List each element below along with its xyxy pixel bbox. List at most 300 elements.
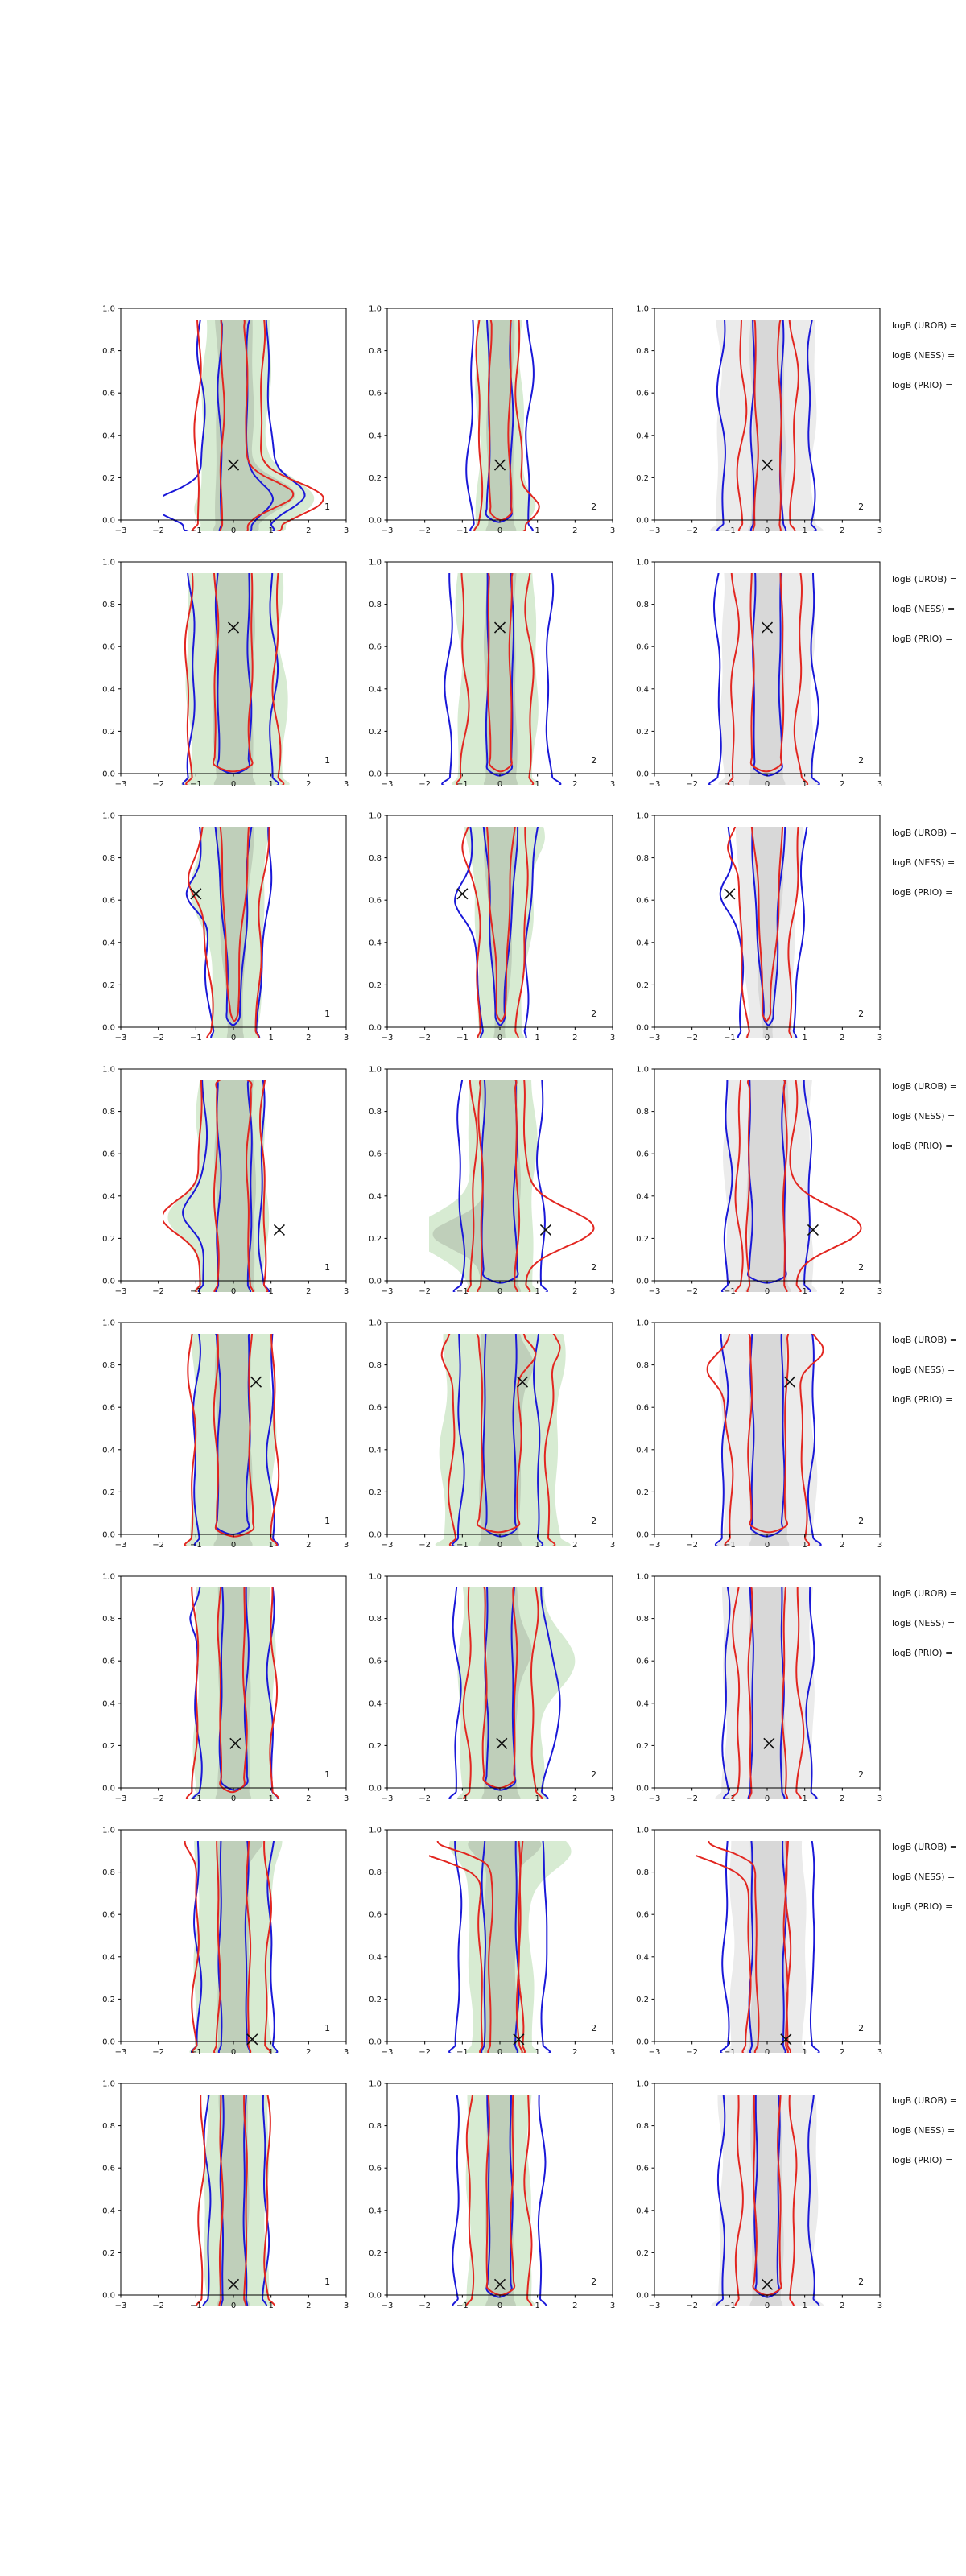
- plot-area: [465, 295, 539, 534]
- row-3-logB-annotations: [892, 828, 957, 918]
- x-tick-label: −3: [648, 1541, 661, 1550]
- x-tick-label: 1: [535, 1541, 540, 1550]
- x-tick-label: 2: [306, 526, 312, 535]
- true-point-marker: [457, 889, 468, 899]
- y-tick-label: 0.6: [636, 1150, 649, 1159]
- logB-prio-label: logB (PRIO) =: [892, 887, 953, 898]
- x-tick-label: 3: [877, 2301, 883, 2310]
- x-tick-label: −3: [114, 526, 127, 535]
- y-tick-label: 1.0: [102, 558, 115, 568]
- x-tick-label: −1: [723, 1794, 736, 1803]
- subplot-r1c1: [79, 297, 364, 552]
- logB-ness-label: logB (NESS) =: [892, 857, 956, 868]
- corner-label: 2: [591, 1769, 597, 1780]
- x-tick-label: 1: [268, 1287, 274, 1296]
- y-tick-label: 0.0: [369, 770, 382, 779]
- y-tick-label: 0.6: [102, 1403, 115, 1413]
- row-6-logB-annotations: [892, 1589, 957, 1678]
- x-tick-label: −1: [723, 1541, 736, 1550]
- y-tick-label: 0.8: [102, 2122, 115, 2132]
- plot-area: [447, 2070, 547, 2309]
- y-tick-label: 1.0: [636, 304, 649, 314]
- logB-urob-label: logB (UROB) =: [892, 1842, 958, 1852]
- y-tick-label: 0.4: [369, 2207, 382, 2216]
- plot-area: [708, 295, 824, 534]
- x-tick-label: 2: [840, 780, 845, 789]
- x-tick-label: 2: [306, 1541, 312, 1550]
- subplot-r1c3: [613, 297, 898, 552]
- x-tick-label: −1: [189, 1541, 202, 1550]
- logB-prio-label: logB (PRIO) =: [892, 2155, 953, 2165]
- x-tick-label: −2: [686, 1034, 699, 1042]
- subplot-r3c2: [345, 804, 630, 1059]
- x-tick-label: 0: [497, 2301, 503, 2310]
- y-tick-label: 0.0: [636, 1023, 649, 1033]
- x-tick-label: 1: [802, 1287, 807, 1296]
- subplot-r2c3: [613, 551, 898, 806]
- y-tick-label: 0.4: [369, 1953, 382, 1963]
- plot-area: [187, 802, 280, 1041]
- logB-urob-label: logB (UROB) =: [892, 574, 958, 584]
- x-tick-label: −1: [189, 526, 202, 535]
- plot-area: [681, 1816, 819, 2055]
- x-tick-label: 2: [840, 1287, 845, 1296]
- y-tick-label: 0.0: [369, 1784, 382, 1794]
- y-tick-label: 0.2: [102, 727, 115, 737]
- x-tick-label: 0: [230, 1794, 237, 1803]
- y-tick-label: 0.6: [102, 389, 115, 398]
- y-tick-label: 1.0: [636, 1065, 649, 1075]
- corner-label: 2: [591, 1008, 597, 1019]
- plot-area: [715, 1563, 820, 1802]
- y-tick-label: 0.6: [636, 1657, 649, 1666]
- y-tick-label: 0.2: [102, 1488, 115, 1497]
- x-tick-label: −3: [114, 780, 127, 789]
- logB-urob-label: logB (UROB) =: [892, 1588, 958, 1599]
- y-tick-label: 0.2: [102, 980, 115, 990]
- plot-area: [720, 802, 815, 1041]
- x-tick-label: 3: [877, 1794, 883, 1803]
- subplot-r8c3: [613, 2072, 898, 2327]
- y-tick-label: 0.4: [636, 685, 649, 695]
- y-tick-label: 0.2: [102, 473, 115, 483]
- x-tick-label: −2: [152, 780, 165, 789]
- x-tick-label: 2: [306, 1034, 312, 1042]
- x-tick-label: 0: [230, 1287, 237, 1296]
- subplot-r6c2: [345, 1565, 630, 1820]
- y-tick-label: 0.0: [636, 2291, 649, 2301]
- y-tick-label: 0.4: [369, 939, 382, 948]
- x-tick-label: 2: [840, 2301, 845, 2310]
- x-tick-label: −1: [189, 1794, 202, 1803]
- x-tick-label: 3: [877, 1541, 883, 1550]
- y-tick-label: 0.4: [369, 1192, 382, 1202]
- y-tick-label: 1.0: [636, 558, 649, 568]
- x-tick-label: 1: [802, 2301, 807, 2310]
- y-tick-label: 0.8: [102, 1615, 115, 1624]
- y-tick-label: 0.8: [369, 347, 382, 357]
- y-tick-label: 1.0: [636, 1572, 649, 1582]
- subplot-r4c2: [345, 1058, 630, 1313]
- x-tick-label: 1: [535, 526, 540, 535]
- x-tick-label: −2: [152, 2301, 165, 2310]
- x-tick-label: −1: [189, 1034, 202, 1042]
- y-tick-label: 1.0: [369, 1826, 382, 1835]
- corner-label: 1: [324, 2022, 331, 2033]
- y-tick-label: 1.0: [636, 1826, 649, 1835]
- x-tick-label: 2: [306, 1794, 312, 1803]
- subplot-r8c2: [345, 2072, 630, 2327]
- plot-area: [185, 1816, 283, 2055]
- y-tick-label: 0.4: [102, 2207, 115, 2216]
- x-tick-label: 0: [497, 1794, 503, 1803]
- x-tick-label: 1: [535, 1034, 540, 1042]
- x-tick-label: 0: [764, 1541, 770, 1550]
- y-tick-label: 0.8: [636, 1615, 649, 1624]
- x-tick-label: 2: [572, 1541, 578, 1550]
- x-tick-label: −2: [686, 2301, 699, 2310]
- y-tick-label: 0.6: [369, 1910, 382, 1920]
- x-tick-label: −3: [381, 1541, 394, 1550]
- x-tick-label: 0: [764, 526, 770, 535]
- y-tick-label: 0.4: [636, 1953, 649, 1963]
- x-tick-label: −1: [723, 2301, 736, 2310]
- subplot-r8c1: [79, 2072, 364, 2327]
- x-tick-label: 1: [268, 526, 274, 535]
- y-tick-label: 0.2: [102, 2248, 115, 2258]
- y-tick-label: 0.6: [369, 642, 382, 652]
- x-tick-label: 0: [230, 526, 237, 535]
- y-tick-label: 1.0: [102, 1319, 115, 1328]
- y-tick-label: 0.6: [102, 642, 115, 652]
- logB-urob-label: logB (UROB) =: [892, 828, 958, 838]
- logB-ness-label: logB (NESS) =: [892, 1111, 956, 1121]
- y-tick-label: 0.6: [102, 2164, 115, 2174]
- x-tick-label: −2: [419, 1541, 431, 1550]
- x-tick-label: −1: [189, 2301, 202, 2310]
- y-tick-label: 1.0: [636, 2079, 649, 2089]
- y-tick-label: 0.8: [369, 601, 382, 610]
- x-tick-label: 2: [306, 1287, 312, 1296]
- y-tick-label: 1.0: [369, 1319, 382, 1328]
- x-tick-label: −2: [686, 1287, 699, 1296]
- x-tick-label: −3: [114, 2301, 127, 2310]
- plot-area: [187, 1563, 279, 1802]
- logB-ness-label: logB (NESS) =: [892, 1872, 956, 1882]
- corner-label: 2: [858, 754, 865, 766]
- x-tick-label: 2: [306, 2048, 312, 2057]
- x-tick-label: 3: [609, 1287, 616, 1296]
- x-tick-label: 1: [268, 1541, 274, 1550]
- x-tick-label: −2: [419, 2301, 431, 2310]
- x-tick-label: 1: [268, 2048, 274, 2057]
- y-tick-label: 0.4: [636, 1446, 649, 1455]
- subplot-r1c2: [345, 297, 630, 552]
- corner-label: 2: [858, 2276, 865, 2287]
- x-tick-label: 2: [840, 1541, 845, 1550]
- y-tick-label: 0.8: [102, 854, 115, 864]
- row-2-logB-annotations: [892, 575, 957, 664]
- subplot-r2c2: [345, 551, 630, 806]
- x-tick-label: 2: [840, 526, 845, 535]
- y-tick-label: 0.0: [102, 770, 115, 779]
- x-tick-label: −3: [114, 1287, 127, 1296]
- y-tick-label: 0.4: [369, 1446, 382, 1455]
- y-tick-label: 0.8: [369, 1615, 382, 1624]
- y-tick-label: 1.0: [102, 1826, 115, 1835]
- x-tick-label: −3: [648, 2301, 661, 2310]
- x-tick-label: 0: [764, 780, 770, 789]
- plot-area: [411, 1816, 571, 2055]
- y-tick-label: 1.0: [102, 304, 115, 314]
- plot-area: [709, 548, 820, 787]
- y-tick-label: 0.6: [369, 1657, 382, 1666]
- x-tick-label: −3: [381, 1034, 394, 1042]
- x-tick-label: −3: [114, 1794, 127, 1803]
- x-tick-label: 3: [609, 2301, 616, 2310]
- y-tick-label: 0.2: [369, 1741, 382, 1751]
- y-tick-label: 0.8: [102, 1868, 115, 1878]
- y-tick-label: 1.0: [636, 811, 649, 821]
- x-tick-label: 1: [535, 2048, 540, 2057]
- x-tick-label: −2: [152, 1794, 165, 1803]
- y-tick-label: 0.2: [102, 1741, 115, 1751]
- x-tick-label: −2: [419, 1287, 431, 1296]
- logB-prio-label: logB (PRIO) =: [892, 1141, 953, 1151]
- y-tick-label: 0.0: [636, 1277, 649, 1286]
- y-tick-label: 0.0: [369, 2291, 382, 2301]
- x-tick-label: −2: [419, 780, 431, 789]
- y-tick-label: 0.0: [102, 516, 115, 526]
- x-tick-label: 2: [306, 2301, 312, 2310]
- x-tick-label: −1: [189, 1287, 202, 1296]
- x-tick-label: −2: [152, 1287, 165, 1296]
- x-tick-label: −3: [381, 526, 394, 535]
- plot-area: [185, 1309, 280, 1548]
- y-tick-label: 0.2: [636, 2248, 649, 2258]
- y-tick-label: 0.4: [369, 1699, 382, 1709]
- y-tick-label: 0.2: [369, 473, 382, 483]
- plot-area: [436, 1309, 571, 1548]
- x-tick-label: 0: [764, 1034, 770, 1042]
- y-tick-label: 0.2: [369, 1995, 382, 2004]
- x-tick-label: −3: [114, 1034, 127, 1042]
- x-tick-label: 2: [572, 780, 578, 789]
- x-tick-label: −2: [152, 2048, 165, 2057]
- subplot-r4c3: [613, 1058, 898, 1313]
- x-tick-label: 3: [609, 1794, 616, 1803]
- x-tick-label: 0: [497, 1541, 503, 1550]
- logB-prio-label: logB (PRIO) =: [892, 1901, 953, 1912]
- y-tick-label: 0.6: [636, 389, 649, 398]
- x-tick-label: 1: [535, 1287, 540, 1296]
- x-tick-label: 0: [764, 2048, 770, 2057]
- x-tick-label: −1: [723, 780, 736, 789]
- plot-area: [455, 802, 546, 1041]
- x-tick-label: 0: [764, 1794, 770, 1803]
- logB-urob-label: logB (UROB) =: [892, 1081, 958, 1092]
- plot-area: [412, 1055, 594, 1294]
- logB-urob-label: logB (UROB) =: [892, 1335, 958, 1345]
- x-tick-label: 0: [230, 1541, 237, 1550]
- y-tick-label: 0.8: [636, 347, 649, 357]
- y-tick-label: 0.0: [369, 1023, 382, 1033]
- x-tick-label: 2: [572, 1794, 578, 1803]
- y-tick-label: 0.8: [636, 1361, 649, 1371]
- corner-label: 1: [324, 1261, 331, 1273]
- subplot-r4c1: [79, 1058, 364, 1313]
- y-tick-label: 1.0: [102, 1065, 115, 1075]
- corner-label: 1: [324, 2276, 331, 2287]
- true-point-marker: [540, 1224, 551, 1235]
- x-tick-label: −3: [114, 1541, 127, 1550]
- x-tick-label: 0: [764, 1287, 770, 1296]
- x-tick-label: −2: [152, 1034, 165, 1042]
- y-tick-label: 0.4: [636, 2207, 649, 2216]
- x-tick-label: 1: [268, 1034, 274, 1042]
- subplot-r3c1: [79, 804, 364, 1059]
- x-tick-label: −1: [189, 780, 202, 789]
- y-tick-label: 0.8: [102, 601, 115, 610]
- x-tick-label: −1: [723, 526, 736, 535]
- x-tick-label: −2: [419, 1034, 431, 1042]
- y-tick-label: 0.8: [369, 1868, 382, 1878]
- corner-label: 2: [591, 1515, 597, 1526]
- x-tick-label: 1: [802, 1034, 807, 1042]
- x-tick-label: −2: [686, 1541, 699, 1550]
- y-tick-label: 0.4: [102, 1446, 115, 1455]
- x-tick-label: 3: [877, 780, 883, 789]
- corner-label: 1: [324, 1515, 331, 1526]
- corner-label: 2: [591, 501, 597, 512]
- x-tick-label: −2: [419, 2048, 431, 2057]
- x-tick-label: −3: [648, 526, 661, 535]
- x-tick-label: 1: [268, 1794, 274, 1803]
- y-tick-label: 0.4: [636, 431, 649, 441]
- x-tick-label: 3: [877, 526, 883, 535]
- x-tick-label: −2: [686, 1794, 699, 1803]
- x-tick-label: 0: [497, 2048, 503, 2057]
- y-tick-label: 0.0: [636, 770, 649, 779]
- corner-label: 2: [858, 1261, 865, 1273]
- x-tick-label: 2: [840, 1794, 845, 1803]
- corner-label: 2: [591, 2276, 597, 2287]
- y-tick-label: 0.2: [636, 980, 649, 990]
- y-tick-label: 0.6: [369, 2164, 382, 2174]
- y-tick-label: 1.0: [369, 304, 382, 314]
- x-tick-label: 3: [343, 1034, 349, 1042]
- logB-ness-label: logB (NESS) =: [892, 2125, 956, 2136]
- x-tick-label: 0: [230, 2301, 237, 2310]
- row-8-logB-annotations: [892, 2096, 957, 2186]
- y-tick-label: 1.0: [369, 1065, 382, 1075]
- subplot-r7c1: [79, 1818, 364, 2074]
- x-tick-label: −3: [381, 1287, 394, 1296]
- y-tick-label: 0.0: [636, 1530, 649, 1540]
- plot-area: [163, 1055, 285, 1294]
- subplot-r6c1: [79, 1565, 364, 1820]
- x-tick-label: −1: [189, 2048, 202, 2057]
- subplot-r6c3: [613, 1565, 898, 1820]
- y-tick-label: 0.8: [636, 1868, 649, 1878]
- x-tick-label: −1: [456, 1794, 469, 1803]
- corner-label: 2: [858, 2022, 865, 2033]
- logB-urob-label: logB (UROB) =: [892, 2095, 958, 2106]
- y-tick-label: 0.4: [102, 685, 115, 695]
- plot-area: [711, 2070, 824, 2309]
- corner-label: 1: [324, 1769, 331, 1780]
- y-tick-label: 0.2: [102, 1234, 115, 1244]
- x-tick-label: 2: [306, 780, 312, 789]
- x-tick-label: −3: [648, 1034, 661, 1042]
- y-tick-label: 0.2: [102, 1995, 115, 2004]
- x-tick-label: −2: [686, 780, 699, 789]
- row-1-logB-annotations: [892, 321, 957, 411]
- y-tick-label: 0.4: [102, 1192, 115, 1202]
- y-tick-label: 0.8: [102, 1108, 115, 1117]
- plot-area: [720, 1055, 861, 1294]
- x-tick-label: −2: [152, 526, 165, 535]
- y-tick-label: 0.6: [369, 389, 382, 398]
- x-tick-label: −3: [648, 2048, 661, 2057]
- y-tick-label: 0.6: [636, 642, 649, 652]
- x-tick-label: −3: [381, 780, 394, 789]
- x-tick-label: 3: [609, 1034, 616, 1042]
- y-tick-label: 0.6: [369, 1150, 382, 1159]
- logB-ness-label: logB (NESS) =: [892, 1618, 956, 1629]
- subplot-r5c2: [345, 1311, 630, 1567]
- y-tick-label: 0.2: [636, 1234, 649, 1244]
- y-tick-label: 0.4: [636, 939, 649, 948]
- x-tick-label: 3: [343, 2301, 349, 2310]
- y-tick-label: 0.8: [636, 2122, 649, 2132]
- y-tick-label: 0.0: [102, 1277, 115, 1286]
- x-tick-label: −3: [381, 1794, 394, 1803]
- subplot-r3c3: [613, 804, 898, 1059]
- y-tick-label: 0.4: [102, 1699, 115, 1709]
- x-tick-label: −2: [686, 526, 699, 535]
- x-tick-label: −2: [419, 1794, 431, 1803]
- x-tick-label: −1: [456, 2048, 469, 2057]
- y-tick-label: 0.0: [369, 2037, 382, 2047]
- x-tick-label: 3: [609, 526, 616, 535]
- corner-label: 1: [324, 501, 331, 512]
- x-tick-label: 3: [877, 2048, 883, 2057]
- x-tick-label: 2: [572, 526, 578, 535]
- logB-urob-label: logB (UROB) =: [892, 320, 958, 331]
- y-tick-label: 0.4: [636, 1699, 649, 1709]
- y-tick-label: 1.0: [369, 1572, 382, 1582]
- x-tick-label: 0: [230, 2048, 237, 2057]
- true-point-marker: [724, 889, 735, 899]
- x-tick-label: 1: [802, 1541, 807, 1550]
- y-tick-label: 0.8: [369, 2122, 382, 2132]
- subplot-r7c3: [613, 1818, 898, 2074]
- x-tick-label: 3: [343, 1287, 349, 1296]
- plot-area: [153, 295, 324, 534]
- x-tick-label: −1: [456, 1034, 469, 1042]
- x-tick-label: 1: [535, 2301, 540, 2310]
- x-tick-label: 0: [497, 780, 503, 789]
- corner-label: 2: [591, 1261, 597, 1273]
- y-tick-label: 0.0: [636, 2037, 649, 2047]
- y-tick-label: 0.4: [102, 1953, 115, 1963]
- x-tick-label: 2: [840, 1034, 845, 1042]
- y-tick-label: 0.0: [102, 1023, 115, 1033]
- y-tick-label: 0.2: [636, 1995, 649, 2004]
- y-tick-label: 1.0: [369, 2079, 382, 2089]
- y-tick-label: 0.0: [102, 2037, 115, 2047]
